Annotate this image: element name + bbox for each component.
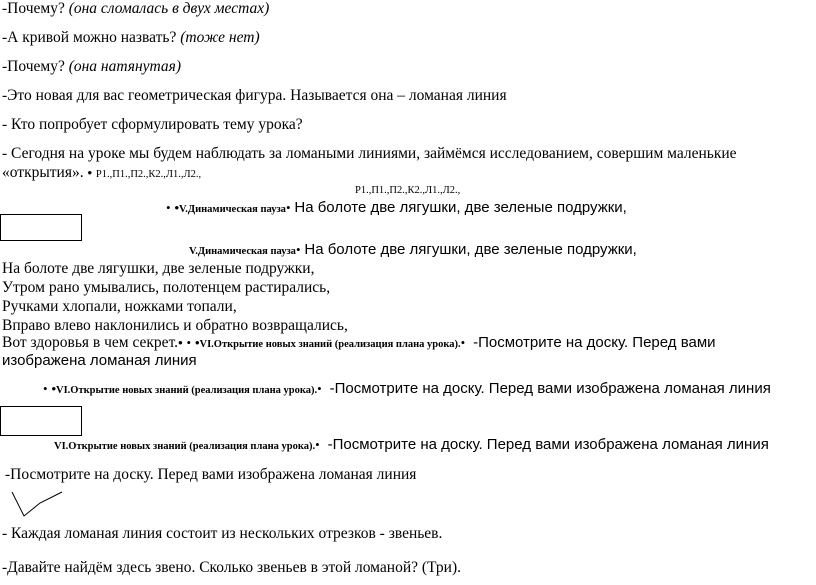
section-heading: VI.Открытие новых знаний (реализация плана урока). [199,339,461,350]
text-line [189,241,637,261]
text-line: -Посмотрите на доску. Перед вами изображена ломаная линия [5,466,417,483]
bullet-icon: • [43,381,48,396]
poem-line: На болоте две лягушки, две зеленые подружки, [2,260,315,277]
answer-text: (тоже нет) [180,29,260,46]
answer-text: (она сломалась в двух местах) [68,0,270,17]
poem-line: Вот здоровья в чем секрет. [2,334,179,351]
text-line: изображена ломаная линия [2,352,197,369]
empty-frame [0,214,82,241]
text-line [43,380,771,400]
section-heading: VI.Открытие новых знаний (реализация плана урока). [54,441,316,452]
bullet-icon: • [166,200,171,215]
question-text: -А кривой можно назвать? [2,29,177,46]
bullet-icon: • [295,242,301,257]
bullet-icon: • [317,381,322,396]
poem-line: Утром рано умывались, полотенцем растирались, [2,279,331,296]
text-fragment: -Посмотрите на доску. Перед вами изображена ломаная линия [329,380,771,397]
bullet-icon: • [194,335,200,350]
text-line [2,164,201,184]
poem-line: На болоте две лягушки, две зеленые подружки, [304,241,637,258]
bullet-icon: • [186,335,192,350]
poem-line: Ручками хлопали, ножками топали, [2,298,237,315]
bullet-icon: • [87,165,93,180]
broken-line-figure [2,488,72,522]
bullet-icon: • [174,200,179,215]
bullet-icon: • [51,381,56,396]
text-line [2,334,716,354]
code-list: Р1.,П1.,П2.,К2.,Л1.,Л2., [355,185,461,196]
section-heading: V.Динамическая пауза [189,246,296,257]
text-line [2,29,260,47]
bullet-icon: • [460,335,466,350]
text-fragment: -Посмотрите на доску. Перед вами изображена ломаная линия [327,436,769,453]
poem-line: На болоте две лягушки, две зеленые подружки, [294,199,627,216]
question-text: -Почему? [2,58,65,75]
bullet-icon: • [178,335,183,350]
text-line: - Кто попробует сформулировать тему урока? [2,116,303,133]
text-line [166,199,627,219]
bullet-icon: • [315,437,320,452]
empty-frame [0,406,82,436]
text-line [54,436,769,456]
section-heading: VI.Открытие новых знаний (реализация плана урока). [56,385,318,396]
question-text: -Почему? [2,0,65,17]
answer-text: (она натянутая) [68,58,182,75]
text-line: -Давайте найдём здесь звено. Сколько звеньев в этой ломаной? (Три). [2,559,461,576]
text-line: - Сегодня на уроке мы будем наблюдать за ломаными линиями, займёмся исследованием, совершим маленькие [2,145,737,162]
code-list: Р1.,П1.,П2.,К2.,Л1.,Л2., [95,169,202,180]
section-heading: V.Динамическая пауза [179,204,286,215]
poem-line: Вправо влево наклонились и обратно возвращались, [2,317,348,334]
text-line [2,58,181,76]
bullet-icon: • [285,200,291,215]
text-line: - Каждая ломаная линия состоит из нескольких отрезков - звеньев. [2,525,443,542]
text-line [2,0,269,18]
text-fragment: -Посмотрите на доску. Перед вами [473,334,716,351]
text-fragment: «открытия». [2,164,84,181]
text-line: -Это новая для вас геометрическая фигура. Называется она – ломаная линия [2,87,507,104]
